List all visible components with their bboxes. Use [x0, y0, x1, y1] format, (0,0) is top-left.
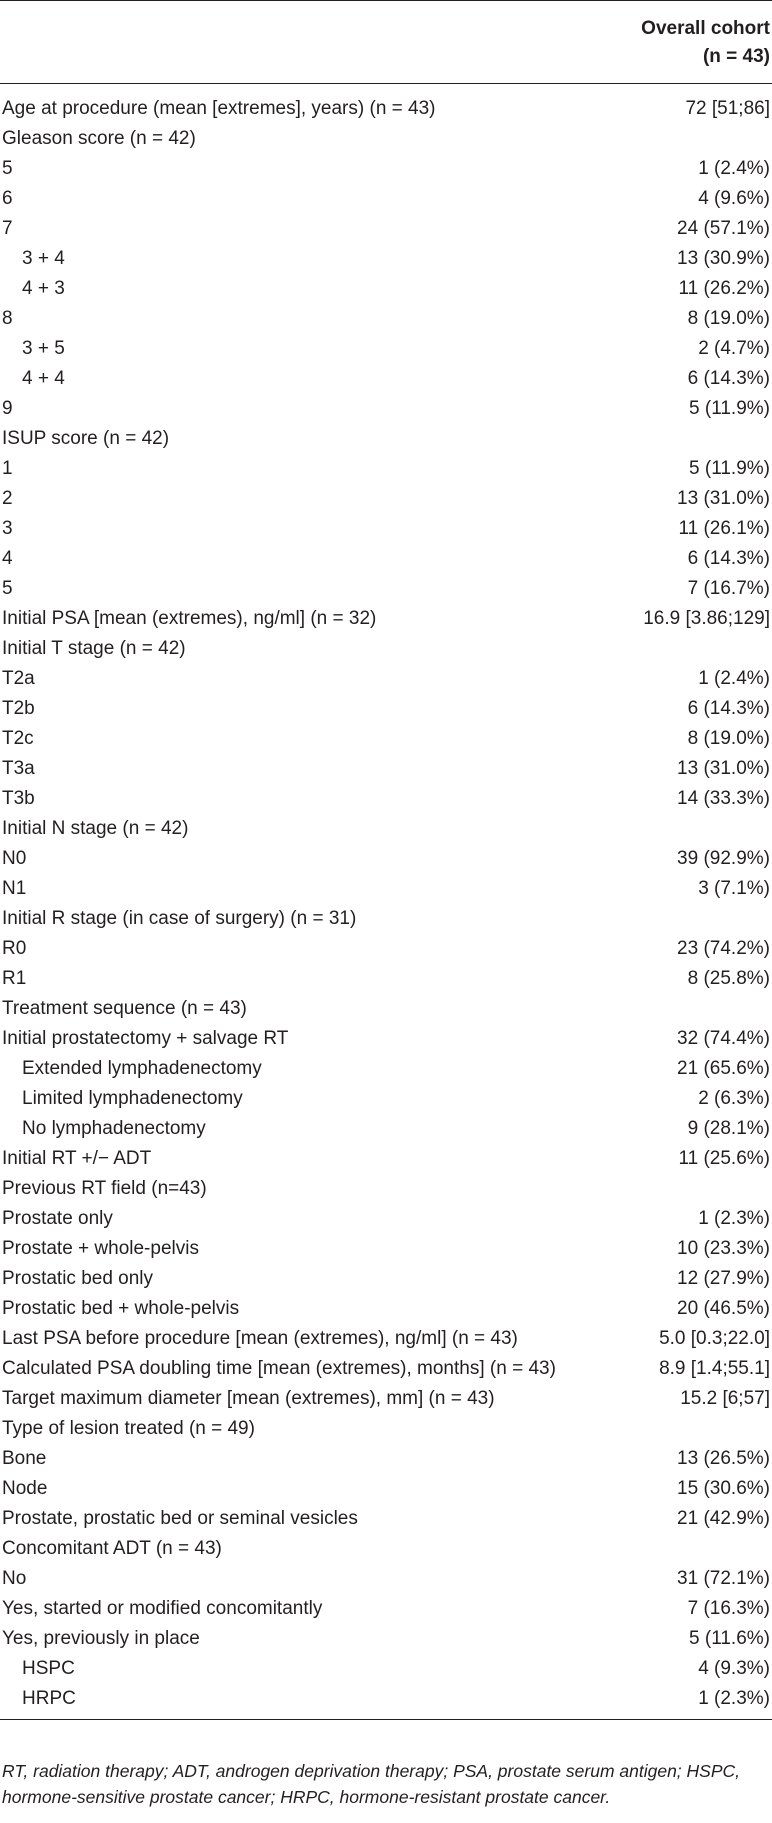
table-row [0, 1054, 772, 1084]
table-row [0, 754, 772, 784]
row-label: Previous RT field (n=43) [2, 1178, 207, 1199]
table-row [0, 1534, 772, 1564]
row-label: 8 [2, 308, 13, 329]
row-label: 3 + 4 [22, 248, 65, 269]
row-value: 6 (14.3%) [687, 548, 770, 569]
table-row [0, 1444, 772, 1474]
row-label: Bone [2, 1448, 47, 1469]
row-label: Prostate + whole-pelvis [2, 1238, 199, 1259]
row-label: Last PSA before procedure [mean (extremes), ng/ml] (n = 43) [2, 1328, 518, 1349]
table-row [0, 994, 772, 1024]
row-value: 16.9 [3.86;129] [643, 608, 770, 629]
row-value: 8 (25.8%) [687, 968, 770, 989]
row-label: Calculated PSA doubling time [mean (extremes), months] (n = 43) [2, 1358, 556, 1379]
row-label: N0 [2, 848, 27, 869]
table-row [0, 544, 772, 574]
row-label: R1 [2, 968, 27, 989]
row-value: 13 (31.0%) [677, 758, 770, 779]
row-label: Limited lymphadenectomy [22, 1088, 243, 1109]
row-value: 1 (2.4%) [698, 158, 770, 179]
table-row [0, 304, 772, 334]
row-label: T3a [2, 758, 35, 779]
row-value: 5 (11.9%) [689, 458, 770, 479]
table-row [0, 274, 772, 304]
row-value: 23 (74.2%) [677, 938, 770, 959]
row-label: 6 [2, 188, 13, 209]
table-row [0, 784, 772, 814]
row-value: 13 (30.9%) [677, 248, 770, 269]
table-row [0, 1654, 772, 1684]
row-value: 8.9 [1.4;55.1] [659, 1358, 770, 1379]
table-row [0, 604, 772, 634]
row-label: 3 [2, 518, 13, 539]
table-header [0, 1, 772, 84]
row-label: No lymphadenectomy [22, 1118, 206, 1139]
row-value: 8 (19.0%) [687, 728, 770, 749]
table-row [0, 574, 772, 604]
row-label: Target maximum diameter [mean (extremes), mm] (n = 43) [2, 1388, 495, 1409]
row-label: Initial R stage (in case of surgery) (n = 31) [2, 908, 357, 929]
row-value: 10 (23.3%) [677, 1238, 770, 1259]
row-value [600, 1534, 772, 1564]
header-label-cell [0, 1, 600, 84]
table-row [0, 1564, 772, 1594]
table-row [0, 664, 772, 694]
row-label: 7 [2, 218, 13, 239]
table-row [0, 634, 772, 664]
row-value: 39 (92.9%) [677, 848, 770, 869]
table-row [0, 874, 772, 904]
row-value: 4 (9.3%) [698, 1658, 770, 1679]
row-label: Node [2, 1478, 48, 1499]
row-label: Initial PSA [mean (extremes), ng/ml] (n = 32) [2, 608, 377, 629]
row-label: 4 + 4 [22, 368, 65, 389]
row-value: 5 (11.6%) [689, 1628, 770, 1649]
row-value [600, 424, 772, 454]
row-value: 13 (31.0%) [677, 488, 770, 509]
table-row [0, 1624, 772, 1654]
table-row [0, 424, 772, 454]
row-value: 11 (26.1%) [678, 518, 770, 539]
row-label: T2a [2, 668, 35, 689]
table-row [0, 724, 772, 754]
row-label: N1 [2, 878, 27, 899]
row-value: 11 (26.2%) [678, 278, 770, 299]
row-value [600, 634, 772, 664]
row-label: Yes, started or modified concomitantly [2, 1598, 323, 1619]
table-row [0, 1324, 772, 1354]
row-label: 4 [2, 548, 13, 569]
table-row [0, 1474, 772, 1504]
table-row [0, 964, 772, 994]
row-value [600, 904, 772, 934]
row-value [600, 814, 772, 844]
row-value: 12 (27.9%) [677, 1268, 770, 1289]
table-row [0, 844, 772, 874]
table-row [0, 514, 772, 544]
row-value: 9 (28.1%) [687, 1118, 770, 1139]
row-label: Initial RT +/− ADT [2, 1148, 152, 1169]
table-row [0, 1204, 772, 1234]
table-row [0, 934, 772, 964]
table-row [0, 454, 772, 484]
table-row [0, 84, 772, 125]
row-label: T2b [2, 698, 35, 719]
table-row [0, 484, 772, 514]
table-row [0, 1084, 772, 1114]
row-label: R0 [2, 938, 27, 959]
row-label: T2c [2, 728, 34, 749]
row-value: 21 (65.6%) [677, 1058, 770, 1079]
row-value: 1 (2.3%) [600, 1684, 772, 1720]
row-value: 15 (30.6%) [677, 1478, 770, 1499]
row-value: 20 (46.5%) [677, 1298, 770, 1319]
table-row [0, 1414, 772, 1444]
table-row [0, 1354, 772, 1384]
row-label: 3 + 5 [22, 338, 65, 359]
row-label: Treatment sequence (n = 43) [2, 998, 247, 1019]
row-label: 9 [2, 398, 13, 419]
row-value: 14 (33.3%) [677, 788, 770, 809]
row-value: 6 (14.3%) [687, 368, 770, 389]
row-label: Prostate only [2, 1208, 113, 1229]
row-value: 4 (9.6%) [698, 188, 770, 209]
table-row [0, 1144, 772, 1174]
table-row [0, 1234, 772, 1264]
row-value: 24 (57.1%) [677, 218, 770, 239]
row-label: Initial prostatectomy + salvage RT [2, 1028, 289, 1049]
row-value [600, 124, 772, 154]
row-value: 3 (7.1%) [698, 878, 770, 899]
row-value: 32 (74.4%) [677, 1028, 770, 1049]
row-label: Prostatic bed + whole-pelvis [2, 1298, 240, 1319]
table-row [0, 1384, 772, 1414]
row-label: No [2, 1568, 27, 1589]
row-value: 13 (26.5%) [677, 1448, 770, 1469]
header-value-line2: (n = 43) [702, 46, 770, 67]
row-label: Prostate, prostatic bed or seminal vesicles [2, 1508, 358, 1529]
table-row [0, 1504, 772, 1534]
table-body [0, 84, 772, 1720]
row-value: 2 (4.7%) [698, 338, 770, 359]
row-value: 7 (16.3%) [687, 1598, 770, 1619]
table-row [0, 1294, 772, 1324]
table-row [0, 334, 772, 364]
table-row [0, 1594, 772, 1624]
table-row [0, 1024, 772, 1054]
row-value: 11 (25.6%) [678, 1148, 770, 1169]
row-value [600, 1174, 772, 1204]
table-row [0, 904, 772, 934]
row-label: ISUP score (n = 42) [2, 428, 170, 449]
table-row [0, 814, 772, 844]
row-label: Prostatic bed only [2, 1268, 154, 1289]
row-label: Initial T stage (n = 42) [2, 638, 186, 659]
row-label: 5 [2, 158, 13, 179]
row-value: 1 (2.4%) [698, 668, 770, 689]
row-value: 7 (16.7%) [687, 578, 770, 599]
table-row [0, 364, 772, 394]
table-row [0, 214, 772, 244]
row-value: 5 (11.9%) [689, 398, 770, 419]
row-label: Type of lesion treated (n = 49) [2, 1418, 255, 1439]
row-value: 15.2 [6;57] [680, 1388, 770, 1409]
table-row [0, 124, 772, 154]
row-value [600, 1414, 772, 1444]
table-row [0, 1174, 772, 1204]
row-label: HRPC [0, 1684, 600, 1720]
row-label: Extended lymphadenectomy [22, 1058, 262, 1079]
row-value: 31 (72.1%) [677, 1568, 770, 1589]
row-label: Concomitant ADT (n = 43) [2, 1538, 222, 1559]
row-value: 21 (42.9%) [677, 1508, 770, 1529]
row-value: 5.0 [0.3;22.0] [659, 1328, 770, 1349]
row-value: 1 (2.3%) [698, 1208, 770, 1229]
table-row [0, 244, 772, 274]
row-value: 72 [51;86] [685, 98, 770, 119]
table-row [0, 1114, 772, 1144]
table-footnote: RT, radiation therapy; ADT, androgen deprivation therapy; PSA, prostate serum antigen; HSPC, hormone-sensitive prostate cancer; HRPC, hormone-resistant prostate cancer. [2, 1761, 741, 1807]
row-label: Initial N stage (n = 42) [2, 818, 189, 839]
row-label: HSPC [22, 1658, 75, 1679]
row-value [600, 994, 772, 1024]
row-label: Age at procedure (mean [extremes], years) (n = 43) [2, 98, 436, 119]
row-label: 4 + 3 [22, 278, 65, 299]
row-label: 2 [2, 488, 13, 509]
table-row [0, 694, 772, 724]
row-label: T3b [2, 788, 35, 809]
row-label: 1 [2, 458, 13, 479]
header-row [0, 1, 772, 84]
row-value: 8 (19.0%) [687, 308, 770, 329]
table-row [0, 394, 772, 424]
table-row [0, 1684, 772, 1720]
table-row [0, 184, 772, 214]
row-value: 2 (6.3%) [698, 1088, 770, 1109]
header-value-line1: Overall cohort [641, 18, 770, 39]
row-label: Yes, previously in place [2, 1628, 200, 1649]
row-label: 5 [2, 578, 13, 599]
table-row [0, 154, 772, 184]
table-row [0, 1264, 772, 1294]
header-overall-cohort [600, 1, 772, 84]
row-label: Gleason score (n = 42) [2, 128, 196, 149]
row-value: 6 (14.3%) [687, 698, 770, 719]
